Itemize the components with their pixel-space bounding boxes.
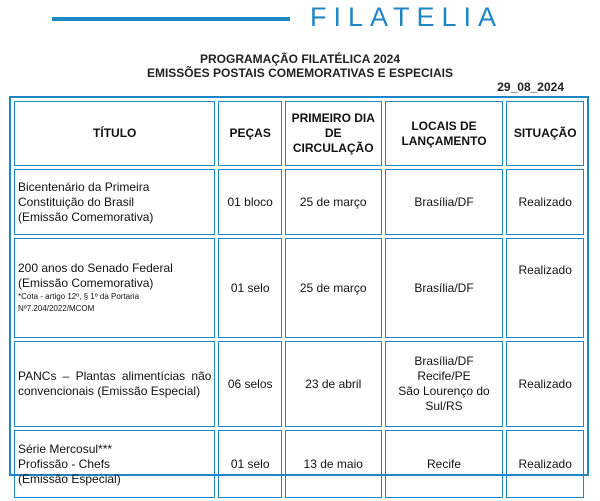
cell-pecas: 01 selo (218, 430, 281, 498)
column-header-primeiro-dia: PRIMEIRO DIA DE CIRCULAÇÃO (285, 101, 382, 166)
titulo-line: Série Mercosul*** (18, 441, 113, 456)
cell-situacao: Realizado (506, 169, 584, 235)
cell-locais (385, 238, 504, 338)
cell-titulo (14, 169, 215, 235)
local-line: Brasília/DF (414, 280, 474, 295)
cell-pecas: 01 selo (218, 238, 281, 338)
cell-titulo: PANCs – Plantas alimentícias não convencionais (Emissão Especial) (14, 341, 215, 427)
brand-wordmark: FILATELIA (310, 2, 504, 32)
cell-primeiro-dia: 25 de março (285, 238, 382, 338)
cell-situacao: Realizado (506, 341, 584, 427)
titulo-line: Profissão - Chefs (18, 456, 111, 471)
schedule-table-frame (9, 96, 589, 486)
local-line: Brasília/DF (414, 354, 474, 368)
titulo-line: (Emissão Especial) (18, 471, 121, 486)
cell-primeiro-dia: 23 de abril (285, 341, 382, 427)
title-line-1: PROGRAMAÇÃO FILATÉLICA 2024 (199, 52, 400, 66)
cell-situacao: Realizado (506, 238, 584, 338)
titulo-line: (Emissão Comemorativa) (18, 209, 154, 224)
table-row (14, 169, 584, 235)
column-header-situacao: SITUAÇÃO (506, 101, 584, 166)
title-line-2: EMISSÕES POSTAIS COMEMORATIVAS E ESPECIAIS (146, 66, 454, 80)
titulo-line: Bicentenário da Primeira (18, 179, 150, 194)
titulo-line: Constituição do Brasil (18, 194, 135, 209)
local-line: Brasília/DF (414, 194, 474, 209)
table-row (14, 430, 584, 498)
column-header-titulo: TÍTULO (14, 101, 215, 166)
column-header-pecas: PEÇAS (218, 101, 281, 166)
table-header-row (14, 101, 584, 166)
brand-header (0, 0, 600, 42)
cell-titulo (14, 238, 215, 338)
schedule-table (11, 98, 587, 501)
local-line: Recife/PE (417, 369, 471, 383)
cell-locais (385, 169, 504, 235)
local-line: Sul/RS (425, 399, 463, 413)
local-line: Recife (426, 456, 461, 471)
cell-primeiro-dia: 25 de março (285, 169, 382, 235)
cell-locais (385, 341, 504, 427)
footnote-line: *Cota - artigo 12º, § 1º da Portaria (18, 292, 140, 301)
document-date: 29_08_2024 (497, 80, 564, 94)
cell-titulo (14, 430, 215, 498)
table-row (14, 341, 584, 427)
cell-pecas: 06 selos (218, 341, 281, 427)
titulo-line: (Emissão Comemorativa) (18, 276, 154, 290)
cell-primeiro-dia: 13 de maio (285, 430, 382, 498)
table-row (14, 238, 584, 338)
cell-situacao: Realizado (506, 430, 584, 498)
titulo-line: 200 anos do Senado Federal (18, 261, 173, 275)
local-line: São Lourenço do (398, 384, 490, 398)
column-header-locais: LOCAIS DE LANÇAMENTO (385, 101, 504, 166)
footnote-line: Nº7.204/2022/MCOM (18, 304, 95, 313)
document-title (0, 52, 600, 80)
cell-locais (385, 430, 504, 498)
cell-pecas: 01 bloco (218, 169, 281, 235)
brand-rule (52, 17, 290, 21)
